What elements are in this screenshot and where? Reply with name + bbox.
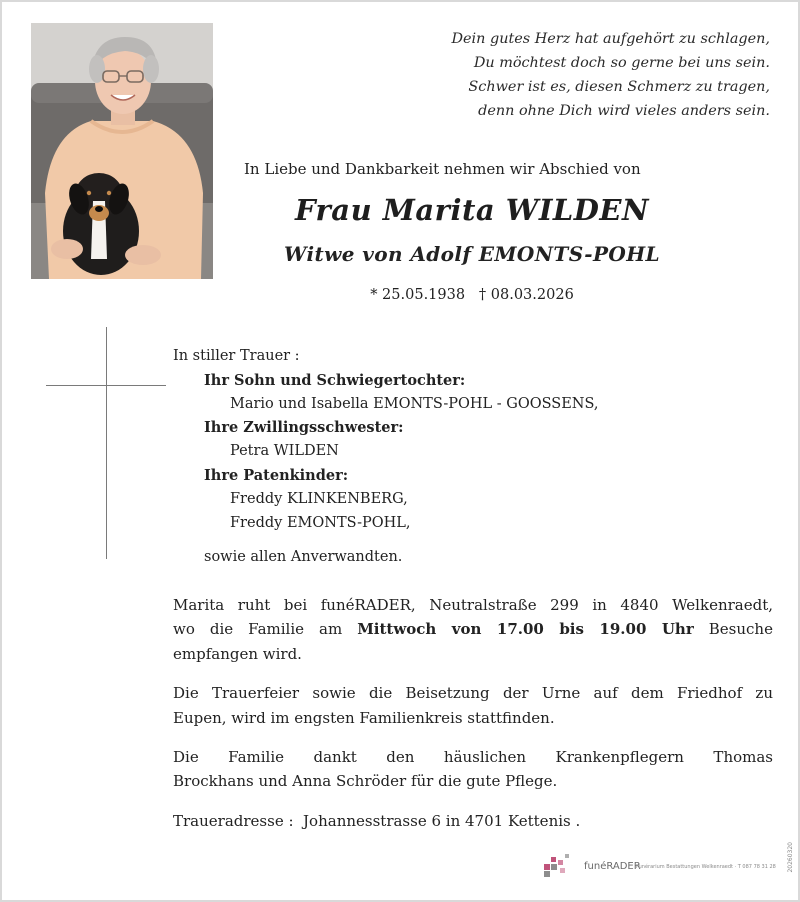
text-fragment: wo die Familie am	[173, 620, 343, 639]
funeral-home-logo-icon	[540, 850, 584, 884]
cross-icon-horizontal	[46, 385, 166, 386]
portrait-illustration	[31, 23, 213, 279]
mourners-intro: In stiller Trauer :	[173, 348, 300, 364]
group-heading: Ihre Patenkinder:	[204, 466, 349, 484]
widow-of: Witwe von Adolf EMONTS-POHL	[284, 242, 660, 266]
ceremony-paragraph	[173, 681, 773, 730]
text-fragment: Besuche	[708, 620, 773, 639]
funeral-home-footer	[540, 850, 780, 884]
mourning-address: Traueradresse : Johannesstrasse 6 in 4701 Kettenis .	[173, 811, 581, 830]
wake-paragraph	[173, 593, 773, 666]
poem-line: Schwer ist es, diesen Schmerz zu tragen,	[468, 79, 770, 95]
notice-code: 20260320	[787, 842, 794, 873]
poem-line: denn ohne Dich wird vieles anders sein.	[478, 103, 770, 119]
cross-icon-vertical	[106, 327, 107, 559]
notice-body	[173, 593, 773, 848]
funeral-home-name: funéRADER	[584, 861, 641, 872]
thanks-paragraph	[173, 745, 773, 794]
poem	[370, 27, 770, 123]
visiting-hours: Mittwoch von 17.00 bis 19.00 Uhr	[357, 620, 694, 639]
mourner-name: Freddy EMONTS-POHL,	[230, 514, 411, 531]
address-paragraph	[173, 809, 773, 833]
farewell-intro: In Liebe und Dankbarkeit nehmen wir Abschied von	[244, 160, 641, 178]
mourner-name: Mario und Isabella EMONTS-POHL - GOOSSENS,	[230, 395, 599, 412]
mourners-list	[173, 345, 599, 570]
text-line	[173, 617, 773, 641]
portrait-photo	[31, 23, 213, 279]
life-dates: * 25.05.1938 † 08.03.2026	[370, 287, 574, 303]
mourners-closing: sowie allen Anverwandten.	[204, 549, 403, 566]
text-line: Eupen, wird im engsten Familienkreis stattfinden.	[173, 708, 555, 727]
mourner-name: Freddy KLINKENBERG,	[230, 490, 408, 507]
group-heading: Ihre Zwillingsschwester:	[204, 419, 404, 437]
text-line: Brockhans und Anna Schröder für die gute Pflege.	[173, 772, 558, 791]
poem-line: Dein gutes Herz hat aufgehört zu schlagen,	[451, 31, 770, 47]
group-heading: Ihr Sohn und Schwiegertochter:	[204, 371, 466, 389]
deceased-name: Frau Marita WILDEN	[294, 193, 650, 227]
text-line: Die Trauerfeier sowie die Beisetzung der Urne auf dem Friedhof zu	[173, 684, 773, 703]
mourner-name: Petra WILDEN	[230, 443, 339, 460]
text-line: Die Familie dankt den häuslichen Krankenpflegern Thomas	[173, 748, 773, 767]
poem-line: Du möchtest doch so gerne bei uns sein.	[473, 55, 770, 71]
funeral-home-contact: Funérarium Bestattungen Welkenraedt · T 087 78 31 28	[636, 864, 776, 870]
text-line: Marita ruht bei funéRADER, Neutralstraße 299 in 4840 Welkenraedt,	[173, 596, 773, 614]
text-line: empfangen wird.	[173, 644, 302, 663]
